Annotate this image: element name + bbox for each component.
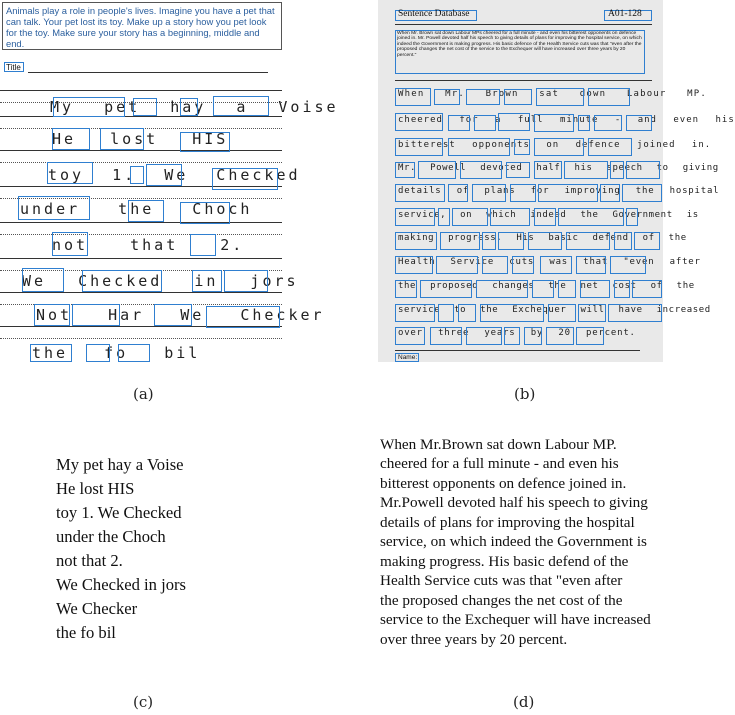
word-box <box>476 280 528 298</box>
ruled-line <box>0 116 282 117</box>
word-box <box>438 208 450 226</box>
word-box <box>558 208 624 226</box>
word-box <box>534 161 562 179</box>
word-box <box>146 164 182 186</box>
word-box <box>564 161 608 179</box>
word-box <box>578 115 590 131</box>
word-box <box>580 280 610 298</box>
word-box <box>18 196 90 220</box>
word-box <box>534 208 556 226</box>
word-box <box>614 280 630 298</box>
hw-line-2: cheered for a full minute - and even his <box>398 115 735 125</box>
word-box <box>180 98 198 116</box>
transcription-line: the fo bil <box>56 623 116 642</box>
word-box <box>395 327 425 345</box>
transcription-line: We Checker <box>56 599 138 618</box>
word-box <box>395 138 443 156</box>
word-box <box>632 280 662 298</box>
word-box <box>430 327 462 345</box>
ruled-line <box>0 162 282 163</box>
word-box <box>212 168 278 190</box>
caption-d: (d) <box>513 693 535 711</box>
word-box <box>440 232 480 250</box>
hw-line-7: making progress. His basic defend of the <box>398 233 687 243</box>
panel-c-transcription <box>0 440 330 660</box>
handwritten-line-3: toy 1. We Checked <box>48 166 301 184</box>
word-box <box>534 138 584 156</box>
transcription-line: We Checked in jors <box>56 575 186 594</box>
word-box <box>22 268 64 292</box>
transcription-line: service to the Exchequer will have increased <box>380 611 651 628</box>
word-box <box>395 208 435 226</box>
word-box <box>133 98 157 116</box>
word-box <box>466 89 500 105</box>
word-box <box>130 166 144 184</box>
word-box <box>460 161 502 179</box>
word-box <box>395 304 435 322</box>
transcription-line: toy 1. We Checked <box>56 503 182 522</box>
word-box <box>614 232 632 250</box>
word-box <box>610 256 646 274</box>
word-box <box>622 184 662 202</box>
word-box <box>448 184 468 202</box>
word-box <box>634 232 660 250</box>
word-box <box>180 132 230 152</box>
word-box <box>472 184 506 202</box>
handwritten-line-8: the fo bil <box>32 344 201 362</box>
hw-line-1: When Mr. Brown sat down Labour MP. <box>398 89 708 99</box>
word-box <box>532 280 554 298</box>
transcription-line: not that 2. <box>56 551 123 570</box>
word-box <box>474 115 496 131</box>
panel-a-image <box>0 0 339 370</box>
ruled-line <box>0 90 282 91</box>
footer-label: Name: <box>398 354 418 361</box>
word-box <box>534 114 574 132</box>
word-box <box>34 304 70 326</box>
word-box <box>72 304 120 326</box>
transcription-line: cheered for a full minute - and even his <box>380 455 619 472</box>
ruled-line <box>0 338 282 339</box>
ruled-line <box>0 234 282 235</box>
word-box <box>52 232 88 256</box>
hw-line-9: the proposed changes the net cost of the <box>398 281 695 291</box>
word-box <box>504 89 532 105</box>
word-box <box>395 232 437 250</box>
handwritten-line-1: My pet hay a Voise <box>50 98 339 116</box>
word-box <box>395 113 443 131</box>
word-box <box>576 327 604 345</box>
word-box <box>436 256 478 274</box>
word-box <box>610 161 624 179</box>
hw-line-3: bitterest opponents on defence joined in. <box>398 140 712 150</box>
word-box <box>540 256 572 274</box>
transcription-line: When Mr.Brown sat down Labour MP. <box>380 436 617 453</box>
word-box <box>482 232 496 250</box>
transcription-line: bitterest opponents on defence joined in. <box>380 475 627 492</box>
word-box <box>576 256 606 274</box>
word-box <box>118 344 150 362</box>
word-box <box>558 280 576 298</box>
word-box <box>395 88 431 106</box>
word-box <box>594 115 622 131</box>
caption-c: (c) <box>133 693 154 711</box>
word-box <box>482 256 508 274</box>
word-box <box>434 89 460 105</box>
word-box <box>600 184 620 202</box>
word-box <box>578 304 606 322</box>
word-box <box>395 184 445 202</box>
ruled-line <box>28 72 268 73</box>
word-box <box>506 162 530 178</box>
word-box <box>224 270 268 292</box>
hw-line-10: service to the Exchequer will have increased <box>398 305 711 315</box>
transcription-line: details of plans for improving the hospital <box>380 514 635 531</box>
transcription-line: the proposed changes the net cost of the <box>380 592 623 609</box>
word-box <box>538 184 598 202</box>
transcription-line: making progress. His basic defend of the <box>380 553 629 570</box>
word-box <box>53 97 125 117</box>
word-box <box>213 96 269 116</box>
handwritten-line-6: We Checked in jors <box>22 272 299 290</box>
word-box <box>480 304 544 322</box>
word-box <box>190 234 216 256</box>
caption-a: (a) <box>133 385 154 403</box>
word-box <box>154 304 192 326</box>
header-right: A01-128 <box>608 9 642 19</box>
word-box <box>47 162 93 184</box>
word-box <box>524 327 542 345</box>
word-box <box>448 115 470 131</box>
transcription-line: Mr.Powell devoted half his speech to giving <box>380 494 648 511</box>
word-box <box>548 304 576 322</box>
word-box <box>395 162 415 178</box>
word-box <box>528 232 562 250</box>
word-box <box>626 115 652 131</box>
word-box <box>514 139 530 155</box>
transcription-line: He lost HIS <box>56 479 135 498</box>
printed-text: When Mr. Brown sat down Labour MPs cheered for a full minute - and even his bitterest opponents on defence joined in. Mr. Powell devoted half his speech to giving details of plans for improving the hospital service, on which indeed the Government is making progress. His basic defence of the Health Service cuts was that "even after the proposed changes the net cost of the service to the Exchequer will have increased over three years by 20 percent." <box>397 31 642 58</box>
word-box <box>192 270 222 292</box>
hw-line-6: service, on which indeed the Government is <box>398 210 699 220</box>
word-box <box>498 113 530 131</box>
word-box <box>588 88 630 106</box>
word-box <box>420 280 472 298</box>
word-box <box>395 256 433 274</box>
transcription-line: My pet hay a Voise <box>56 455 184 474</box>
word-box <box>504 327 520 345</box>
word-box <box>395 280 417 298</box>
word-box <box>512 256 534 274</box>
caption-b: (b) <box>514 385 536 403</box>
word-box <box>86 344 110 362</box>
word-box <box>448 138 510 156</box>
ruled-line <box>0 292 282 293</box>
hw-line-8: Health Service cuts was that "even after <box>398 257 701 267</box>
panel-b-image <box>378 0 735 362</box>
word-box <box>546 327 574 345</box>
transcription-line: service, on which indeed the Government is <box>380 533 647 550</box>
panel-d-transcription <box>370 430 685 670</box>
word-box <box>626 208 638 226</box>
hw-line-11: over three years by 20 percent. <box>398 328 636 338</box>
word-box <box>626 161 660 179</box>
word-box <box>536 88 584 106</box>
word-box <box>206 306 280 328</box>
ruled-line <box>0 222 282 223</box>
word-box <box>100 128 144 150</box>
word-box <box>498 232 524 250</box>
word-box <box>52 128 90 150</box>
transcription-line: over three years by 20 percent. <box>380 631 568 648</box>
hw-line-4: Mr. Powell devoted half his speech to giving <box>398 163 719 173</box>
handwritten-line-2: He lost HIS <box>52 130 229 148</box>
prompt-text: Animals play a role in people's lives. Imagine you have a pet that can talk. Your pet lost its toy. Make up a story how you pet look for the toy. Make sure your story has a beginning, middle and end. <box>6 5 275 49</box>
word-box <box>418 161 456 179</box>
word-box <box>490 208 530 226</box>
title-word: Title <box>6 63 21 72</box>
hw-line-5: details of plans for improving the hospital <box>398 186 720 196</box>
word-box <box>458 304 476 322</box>
handwritten-line-5: not that 2. <box>52 236 245 254</box>
header-left: Sentence Database <box>398 9 470 19</box>
word-box <box>180 202 230 224</box>
transcription-line: under the Choch <box>56 527 166 546</box>
ruled-line <box>0 258 282 259</box>
word-box <box>128 200 164 222</box>
transcription-line: Health Service cuts was that "even after <box>380 572 623 589</box>
word-box <box>510 184 536 202</box>
word-box <box>566 232 610 250</box>
word-box <box>588 138 632 156</box>
word-box <box>608 304 662 322</box>
word-box <box>30 344 72 362</box>
handwritten-line-4: under the Choch <box>20 200 253 218</box>
word-box <box>82 270 162 292</box>
handwritten-line-7: Not Har We Checker <box>36 306 325 324</box>
word-box <box>466 327 502 345</box>
ruled-line <box>0 150 282 151</box>
word-box <box>452 208 488 226</box>
word-box <box>438 304 454 322</box>
